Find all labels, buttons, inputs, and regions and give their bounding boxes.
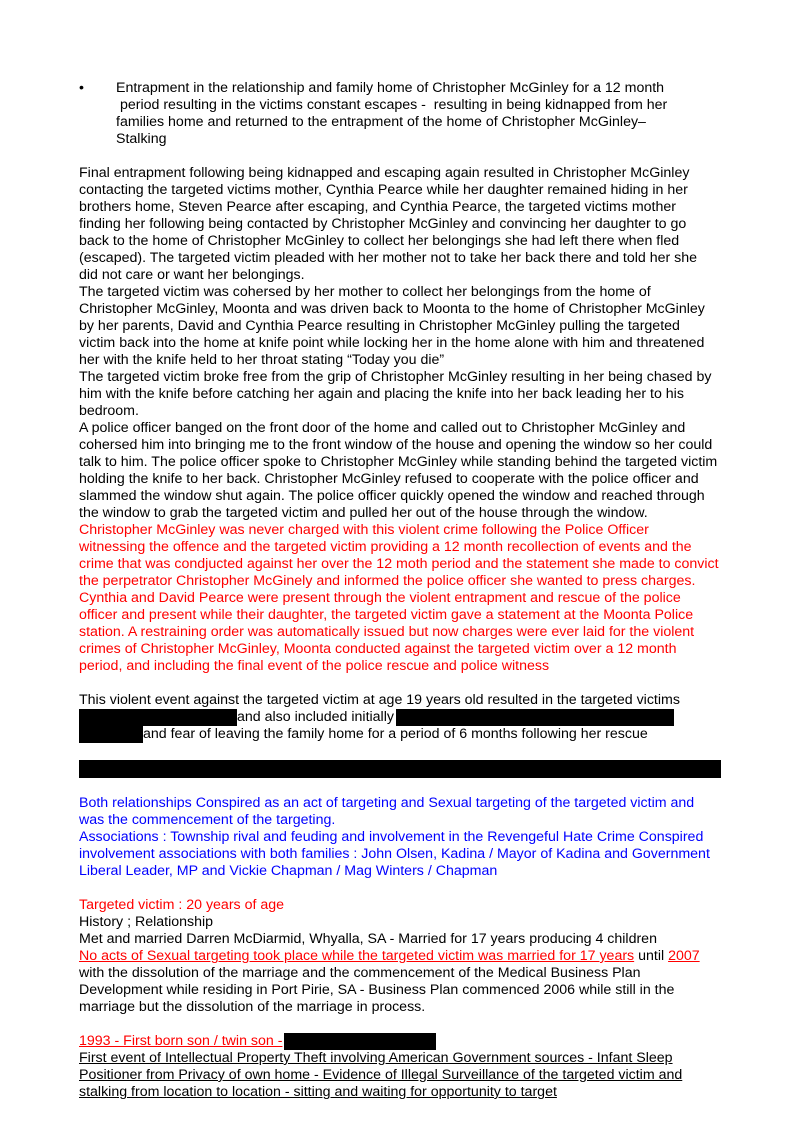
year-2007-link[interactable]: 2007 — [668, 948, 700, 964]
bullet-line: Entrapment in the relationship and family home of Christopher McGinley for a 12 month — [116, 80, 665, 96]
bullet-line: Stalking — [116, 131, 167, 147]
paragraph-broke-free: The targeted victim broke free from the grip of Christopher McGinley resulting in her being chased by him with the knife before catching her again and placing the knife into her back leading her to his bedroom. — [79, 369, 712, 419]
dissolution-text: with the dissolution of the marriage and the commencement of the Medical Business Plan Development while residing in Port Pirie, SA - Business Plan commenced 2006 while still in the marriage but the dissolution of the marriage in process. — [79, 965, 675, 1015]
paragraph-both-relationships: Both relationships Conspired as an act of targeting and Sexual targeting of the targeted victim and was the commencement of the targeting. — [79, 795, 695, 828]
redacted-line-3 — [79, 726, 719, 743]
redaction-bar — [79, 760, 721, 778]
paragraph-cohersed: The targeted victim was cohersed by her mother to collect her belongings from the home of Christopher McGinley, Moonta and was driven back to Moonta to the home of Christopher McGinley by her parents, David and Cynthia Pearce resulting in Christopher McGinley pulling the targeted victim back into the home at knife point while locking her in the home alone with him and threatened her with the knife held to her throat stating “Today you die” — [79, 284, 705, 368]
bullet-symbol: • — [79, 80, 84, 96]
redacted-line-3-text: and fear of leaving the family home for a period of 6 months following her rescue — [143, 726, 648, 742]
redacted-line-2 — [79, 709, 719, 726]
history-relationship: History ; Relationship — [79, 914, 214, 930]
redacted-line-1: This violent event against the targeted victim at age 19 years old resulted in the targeted victims — [79, 692, 680, 708]
paragraph-entrapment: Final entrapment following being kidnapped and escaping again resulted in Christopher McGinley contacting the targeted victims mother, Cynthia Pearce while her daughter remained hiding in her brothers home, Steven Pearce after escaping, and Cynthia Pearce, the targeted victims mother finding her following being contacted by Christopher McGinley and convincing her daughter to go back to the home of Christopher McGinley to collect her belongings she had left there when fled (escaped). The targeted victim pleaded with her mother not to take her back there and told her she did not care or want her belongings. — [79, 165, 698, 283]
paragraph-17-years — [79, 948, 719, 1016]
heading-1993-text: 1993 - First born son / twin son - — [79, 1033, 283, 1049]
paragraph-never-charged: Christopher McGinley was never charged with this violent crime following the Police Officer witnessing the offence and the targeted victim providing a 12 month recollection of events and the crime that was condjucted against her over the 12 moth period and the statement she made to convict the perpetrator Christopher McGinely and informed the police officer she wanted to press charges. Cynthia and David Pearce were present through the violent entrapment and rescue of the police officer and present while their daughter, the targeted victim gave a statement at the Moonta Police station. A restraining order was automatically issued but now charges were ever laid for the violent crimes of Christopher McGinley, Moonta conducted against the targeted victim over a 12 month period, and including the final event of the police rescue and police witness — [79, 522, 719, 674]
redaction-block — [284, 1033, 436, 1050]
married-line: Met and married Darren McDiarmid, Whyalla, SA - Married for 17 years producing 4 children — [79, 931, 657, 947]
paragraph-intellectual-property: First event of Intellectual Property Theft involving American Government sources - Infant Sleep Positioner from Privacy of own home - Evidence of Illegal Surveillance of the targeted victim and stalking from location to location - sitting and waiting for opportunity to target — [79, 1050, 683, 1100]
bullet-line: period resulting in the victims constant escapes - resulting in being kidnapped from her — [116, 97, 668, 113]
document-page — [79, 80, 719, 1101]
bullet-line: families home and returned to the entrapment of the home of Christopher McGinley– — [116, 114, 646, 130]
paragraph-associations: Associations : Township rival and feuding and involvement in the Revengeful Hate Crime Conspired involvement associations with both families : John Olsen, Kadina / Mayor of Kadina and Government Liberal Leader, MP and Vickie Chapman / Mag Winters / Chapman — [79, 829, 710, 879]
redacted-paragraph — [79, 692, 719, 743]
until-text: until — [634, 948, 665, 964]
bullet-text — [116, 80, 719, 148]
red-underlined-text: No acts of Sexual targeting took place while the targeted victim was married for 17 years — [79, 948, 635, 964]
redaction-block — [396, 709, 674, 726]
redacted-line-2-text: and also included initially — [237, 709, 394, 725]
heading-20-years: Targeted victim : 20 years of age — [79, 897, 285, 913]
bullet-item — [79, 80, 719, 148]
paragraph-police-officer: A police officer banged on the front door of the home and called out to Christopher McGinley and cohersed him into bringing me to the front window of the house and opening the window so her could talk to him. The police officer spoke to Christopher McGinley while standing behind the targeted victim holding the knife to her back. Christopher McGinley refused to cooperate with the police officer and slammed the window shut again. The police officer quickly opened the window and reached through the window to grab the targeted victim and pulled her out of the house through the window. — [79, 420, 718, 521]
heading-1993 — [79, 1033, 719, 1050]
redaction-block — [79, 726, 143, 743]
redaction-block — [79, 709, 237, 726]
